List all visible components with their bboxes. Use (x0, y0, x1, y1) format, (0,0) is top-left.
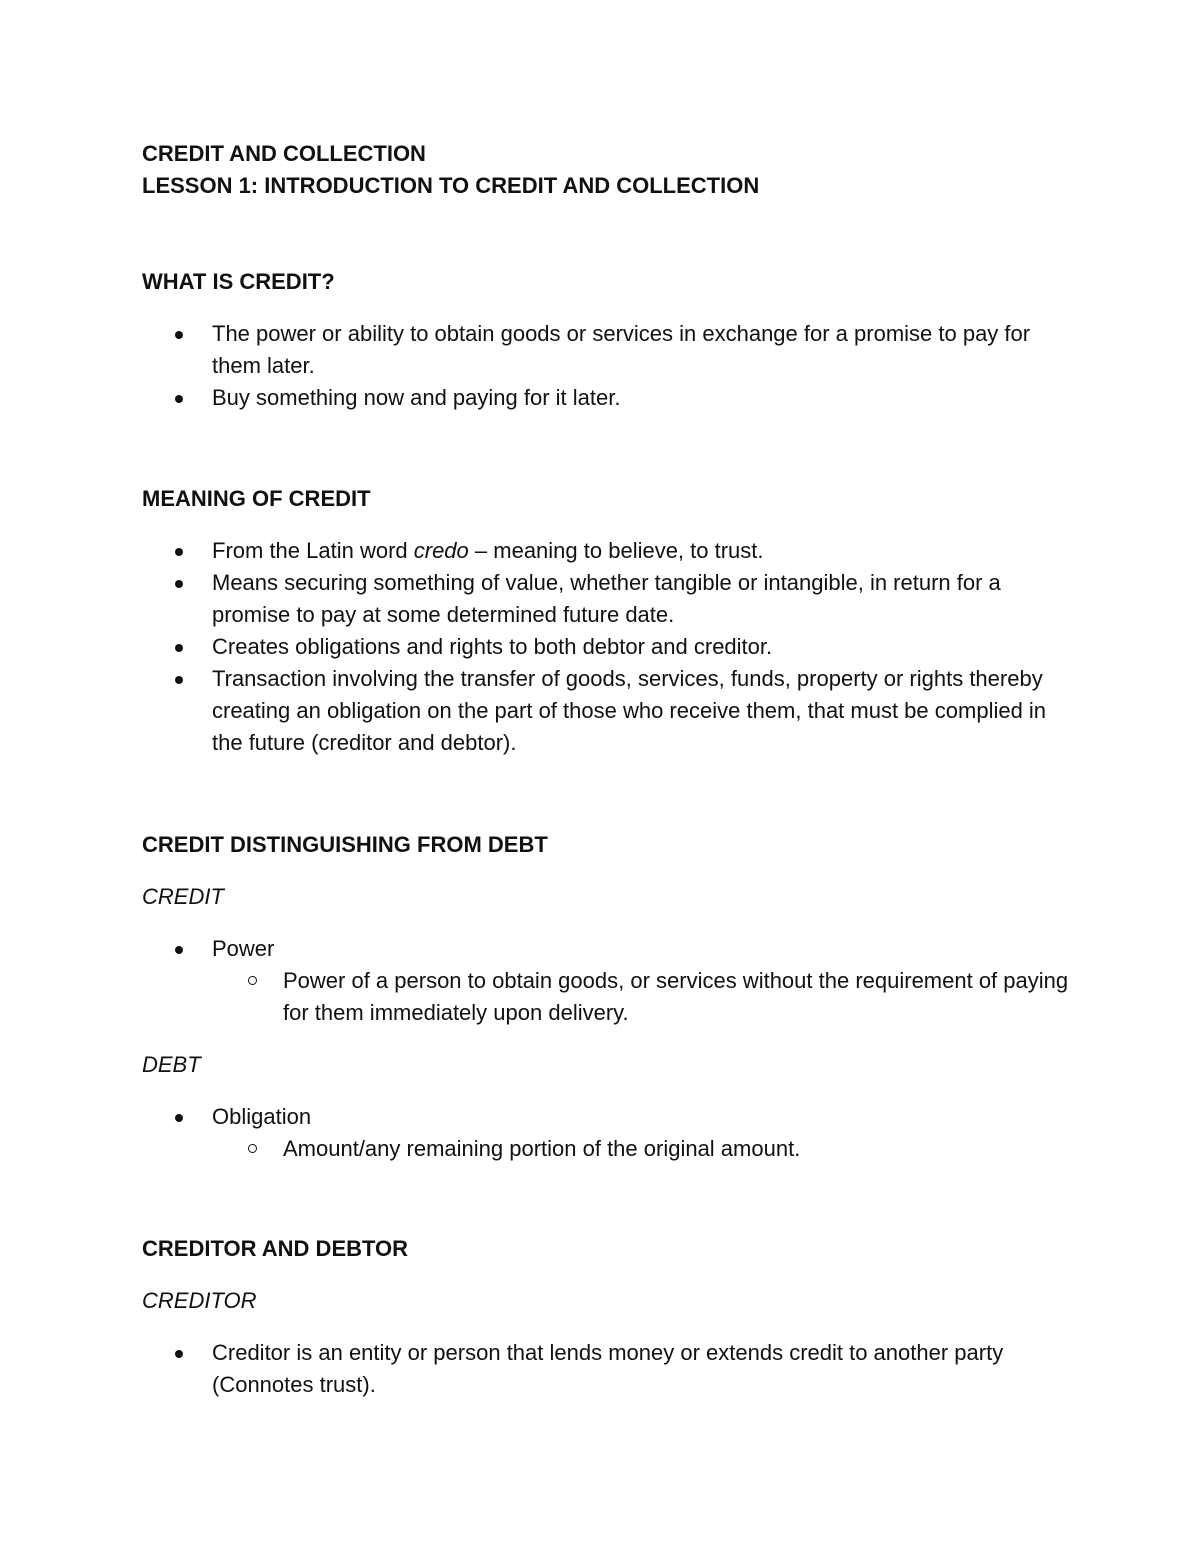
list-item: The power or ability to obtain goods or services in exchange for a promise to pay for them later. (142, 318, 1072, 382)
creditor-subheading: CREDITOR (142, 1288, 257, 1313)
section-heading: CREDITOR AND DEBTOR (142, 1236, 409, 1261)
section-heading: WHAT IS CREDIT? (142, 269, 335, 294)
list-item: Creditor is an entity or person that lends money or extends credit to another party (Connotes trust). (142, 1337, 1072, 1401)
list-item: Transaction involving the transfer of goods, services, funds, property or rights thereby creating an obligation on the part of those who receive them, that must be complied in the future (creditor and debtor). (142, 663, 1072, 759)
latin-suffix: – meaning to believe, to trust. (468, 538, 764, 563)
list-item (142, 933, 1072, 1029)
sub-list-item: Power of a person to obtain goods, or services without the requirement of paying for them immediately upon delivery. (212, 965, 1072, 1029)
credit-subheading: CREDIT (142, 884, 224, 909)
bullet-list (142, 1337, 1072, 1401)
bullet-list (142, 1101, 1072, 1165)
bullet-list (142, 535, 1072, 759)
section-credit-vs-debt (142, 829, 1072, 1165)
list-item: Means securing something of value, whether tangible or intangible, in return for a promise to pay at some determined future date. (142, 567, 1072, 631)
bullet-list (142, 318, 1072, 414)
latin-term: credo (413, 538, 469, 563)
bullet-list (142, 933, 1072, 1029)
list-item (142, 535, 1072, 567)
section-creditor-debtor (142, 1233, 1072, 1401)
latin-prefix: From the Latin word (212, 538, 414, 563)
document-page (142, 138, 1072, 1401)
list-item: Buy something now and paying for it later. (142, 382, 1072, 414)
list-item (142, 1101, 1072, 1165)
list-item: Creates obligations and rights to both debtor and creditor. (142, 631, 1072, 663)
section-what-is-credit (142, 266, 1072, 414)
lesson-title: LESSON 1: INTRODUCTION TO CREDIT AND COLLECTION (142, 173, 760, 198)
section-meaning-of-credit (142, 483, 1072, 759)
sub-list (142, 965, 1072, 1029)
section-heading: CREDIT DISTINGUISHING FROM DEBT (142, 832, 548, 857)
list-item-text: Power (212, 936, 275, 961)
debt-subheading: DEBT (142, 1052, 201, 1077)
list-item-text: Obligation (212, 1104, 312, 1129)
title-block (142, 138, 1072, 202)
document-title: CREDIT AND COLLECTION (142, 141, 426, 166)
sub-list-item: Amount/any remaining portion of the original amount. (212, 1133, 1072, 1165)
sub-list (142, 1133, 1072, 1165)
section-heading: MEANING OF CREDIT (142, 486, 371, 511)
